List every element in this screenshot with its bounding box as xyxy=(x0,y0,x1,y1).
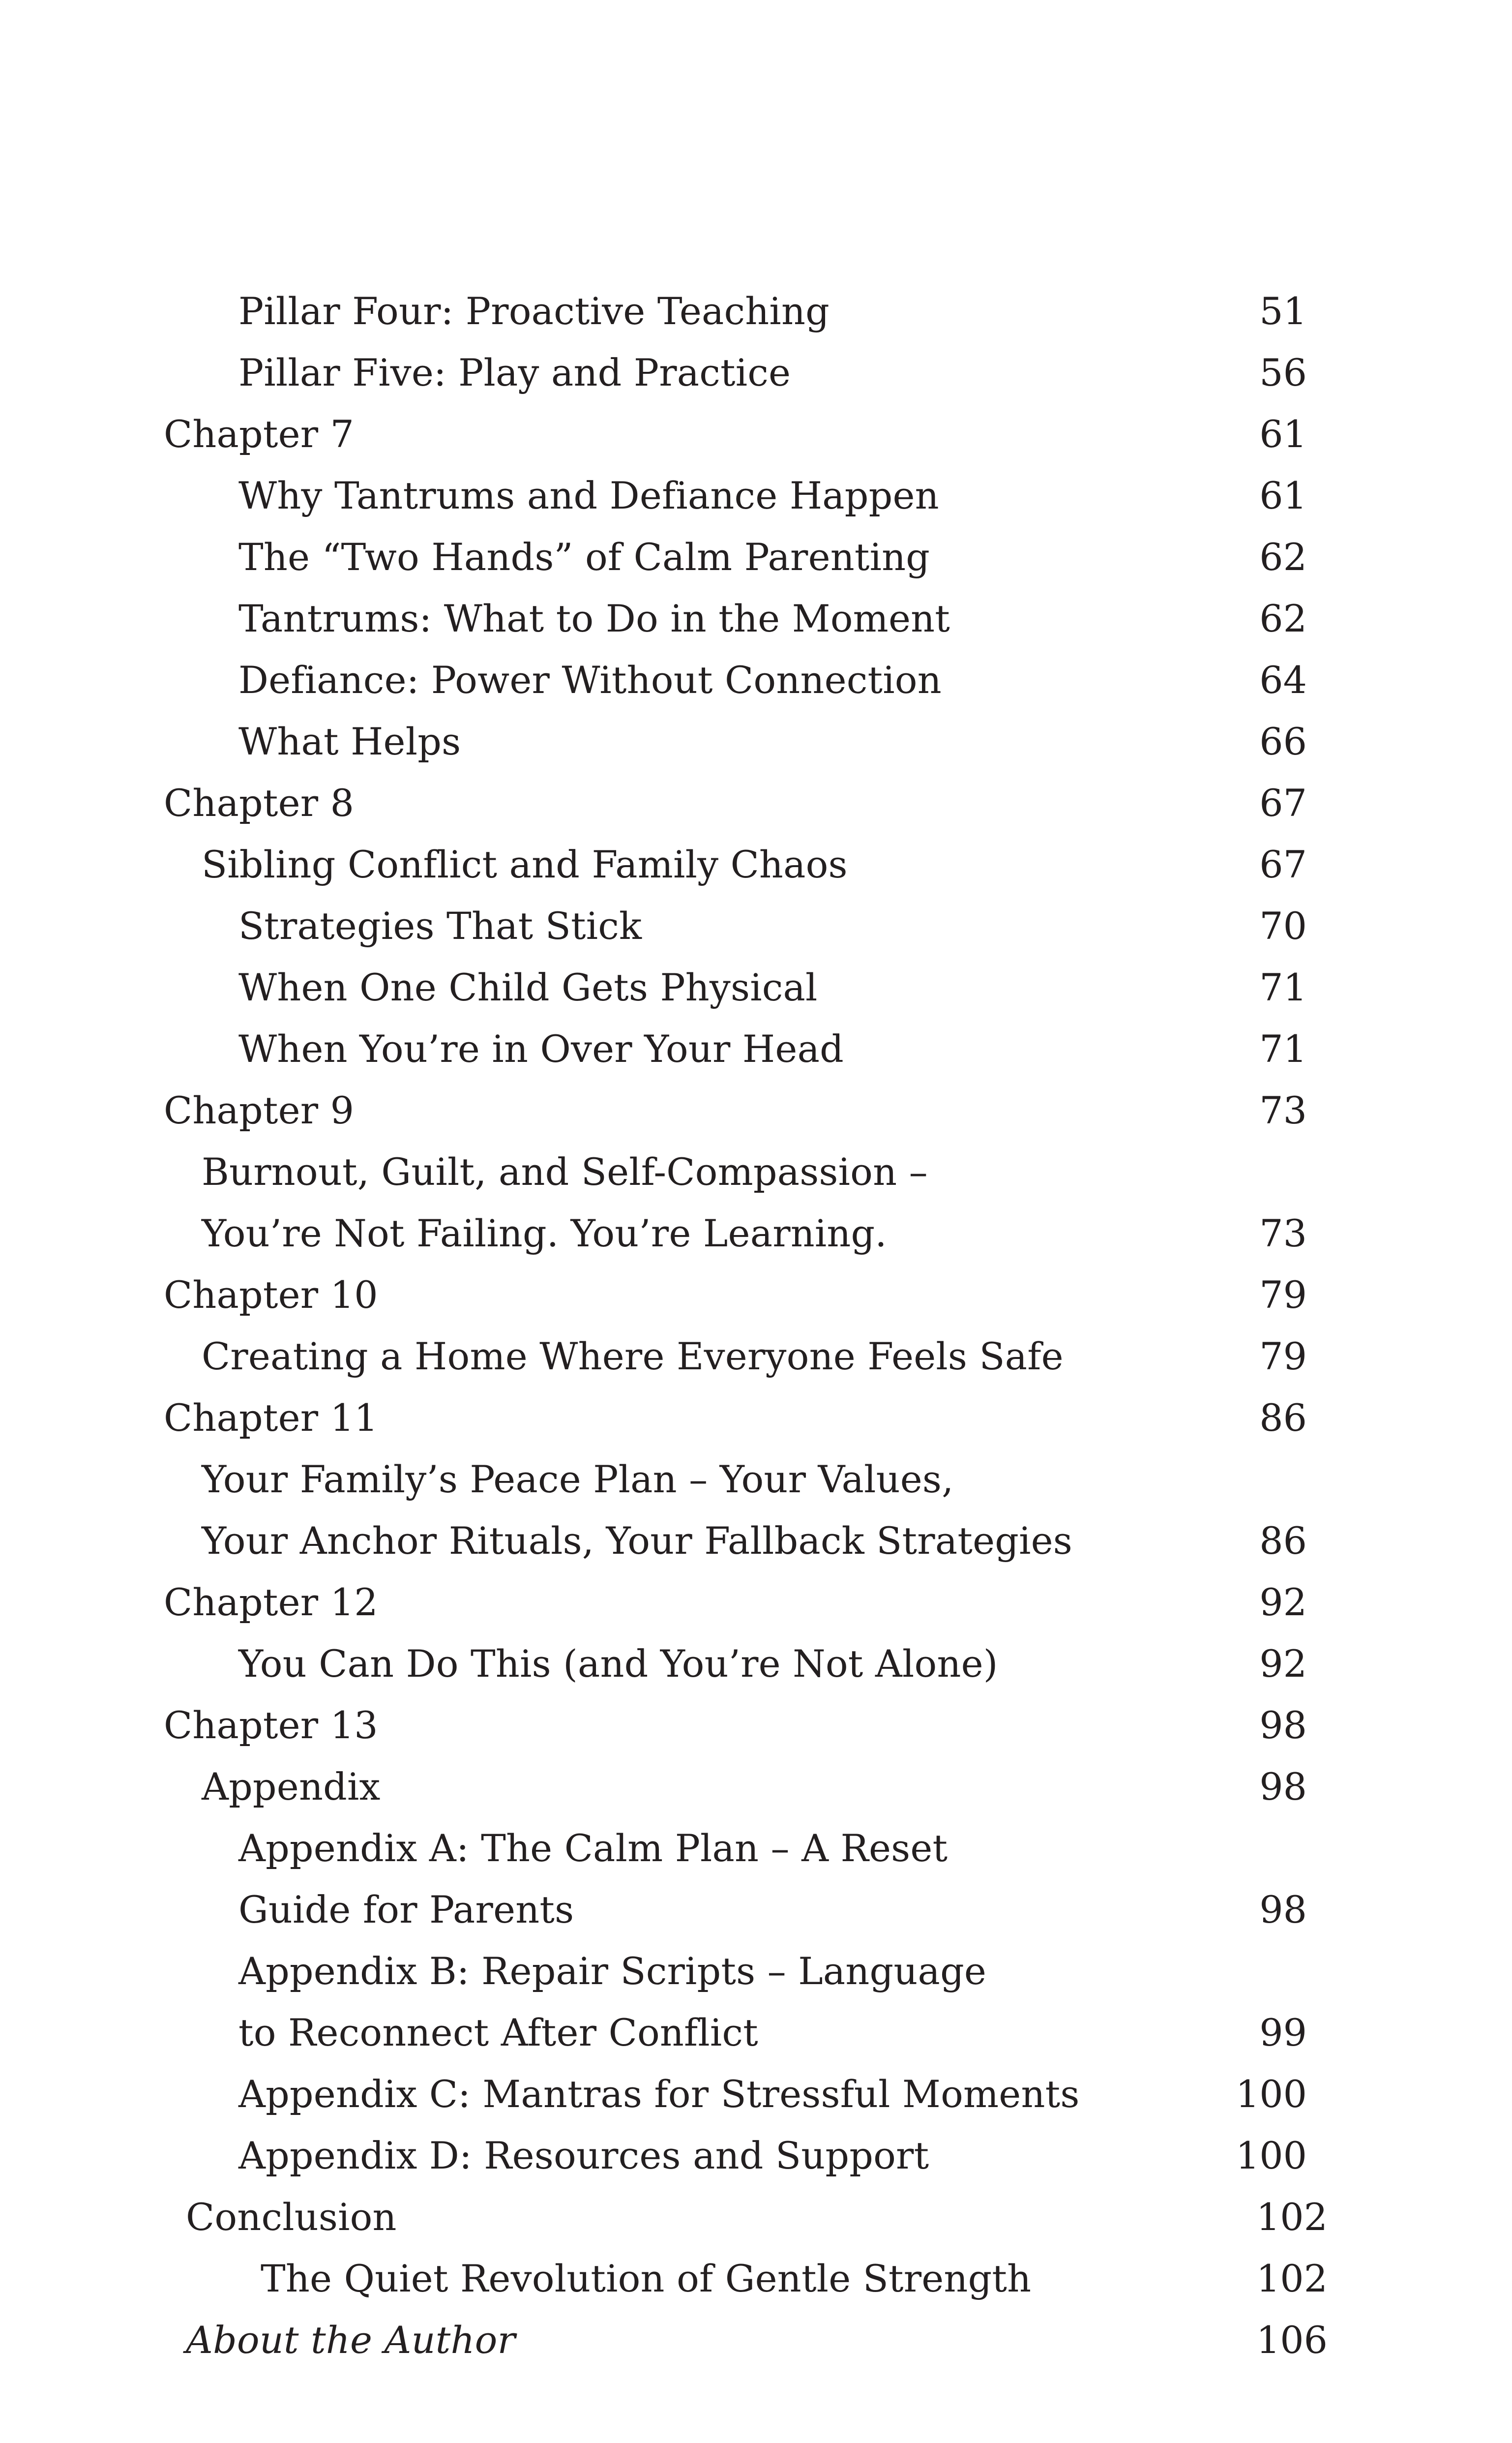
toc-entry-page: 98 xyxy=(1259,1703,1307,1747)
toc-entry-title: Burnout, Guilt, and Self-Compassion – xyxy=(202,1150,928,1194)
toc-entry xyxy=(0,1633,1512,1694)
toc-entry-title: to Reconnect After Conflict xyxy=(238,2011,758,2054)
toc-entry-page: 73 xyxy=(1259,1211,1307,1255)
toc-entry-page: 70 xyxy=(1259,904,1307,948)
toc-entry xyxy=(0,588,1512,649)
toc-entry xyxy=(0,2002,1512,2063)
toc-entry-title: Appendix A: The Calm Plan – A Reset xyxy=(238,1826,948,1870)
toc-entry-page: 62 xyxy=(1259,597,1307,640)
toc-entry-title: Chapter 7 xyxy=(164,412,355,456)
toc-chapter-entry xyxy=(0,1080,1512,1141)
toc-entry-title: Chapter 13 xyxy=(164,1703,378,1747)
toc-entry xyxy=(0,1940,1512,2002)
toc-entry-title: Your Anchor Rituals, Your Fallback Strategies xyxy=(202,1519,1072,1563)
toc-entry xyxy=(0,1817,1512,1879)
toc-entry xyxy=(0,649,1512,711)
toc-entry-title: When One Child Gets Physical xyxy=(238,965,818,1009)
toc-entry-title: Appendix B: Repair Scripts – Language xyxy=(238,1949,987,1993)
toc-entry xyxy=(0,834,1512,895)
toc-entry-page: 98 xyxy=(1259,1765,1307,1809)
toc-entry-page: 61 xyxy=(1259,412,1307,456)
toc-entry-title: You Can Do This (and You’re Not Alone) xyxy=(238,1642,998,1686)
toc-entry xyxy=(0,342,1512,403)
toc-entry xyxy=(0,2248,1512,2309)
toc-entry xyxy=(0,1448,1512,1510)
toc-entry-title: Chapter 10 xyxy=(164,1273,378,1317)
toc-entry-page: 99 xyxy=(1259,2011,1307,2054)
toc-entry-title: Why Tantrums and Defiance Happen xyxy=(238,474,939,517)
toc-entry-title: You’re Not Failing. You’re Learning. xyxy=(202,1211,887,1255)
toc-entry-title: Defiance: Power Without Connection xyxy=(238,658,942,702)
toc-entry-title: Conclusion xyxy=(186,2195,397,2239)
toc-entry-title: About the Author xyxy=(186,2318,516,2362)
toc-entry-page: 61 xyxy=(1259,474,1307,517)
toc-entry xyxy=(0,1756,1512,1817)
toc-entry-title: When You’re in Over Your Head xyxy=(238,1027,844,1071)
toc-entry-title: Chapter 8 xyxy=(164,781,355,825)
toc-entry-page: 102 xyxy=(1256,2195,1328,2239)
toc-entry-page: 56 xyxy=(1259,351,1307,394)
toc-entry-title: Appendix D: Resources and Support xyxy=(238,2134,929,2177)
toc-entry-page: 64 xyxy=(1259,658,1307,702)
toc-entry xyxy=(0,465,1512,526)
toc-entry-page: 102 xyxy=(1256,2257,1328,2300)
toc-entry-page: 51 xyxy=(1259,289,1307,333)
toc-chapter-entry xyxy=(0,1264,1512,1326)
toc-entry-page: 73 xyxy=(1259,1088,1307,1132)
toc-chapter-entry xyxy=(0,1694,1512,1756)
toc-entry xyxy=(0,1203,1512,1264)
toc-entry-page: 86 xyxy=(1259,1519,1307,1563)
toc-entry-title: Creating a Home Where Everyone Feels Safe xyxy=(202,1334,1064,1378)
toc-entry xyxy=(0,2309,1512,2371)
toc-entry-title: Strategies That Stick xyxy=(238,904,642,948)
toc-entry xyxy=(0,895,1512,957)
toc-entry-page: 106 xyxy=(1256,2318,1328,2362)
toc-entry-title: Pillar Four: Proactive Teaching xyxy=(238,289,830,333)
toc-entry-page: 66 xyxy=(1259,720,1307,763)
toc-entry-page: 67 xyxy=(1259,781,1307,825)
toc-entry-title: Pillar Five: Play and Practice xyxy=(238,351,791,394)
toc-entry xyxy=(0,280,1512,342)
toc-chapter-entry xyxy=(0,403,1512,465)
toc-chapter-entry xyxy=(0,1387,1512,1448)
toc-entry xyxy=(0,1018,1512,1080)
toc-entry-page: 92 xyxy=(1259,1580,1307,1624)
toc-entry-page: 100 xyxy=(1235,2134,1307,2177)
toc-entry-title: What Helps xyxy=(238,720,461,763)
toc-chapter-entry xyxy=(0,1571,1512,1633)
toc-entry-page: 71 xyxy=(1259,965,1307,1009)
toc-entry-title: Guide for Parents xyxy=(238,1888,574,1931)
toc-entry-page: 86 xyxy=(1259,1396,1307,1440)
toc-entry-title: Appendix xyxy=(202,1765,381,1809)
toc-entry-page: 79 xyxy=(1259,1334,1307,1378)
toc-entry-page: 71 xyxy=(1259,1027,1307,1071)
toc-entry-title: Appendix C: Mantras for Stressful Moments xyxy=(238,2072,1080,2116)
toc-chapter-entry xyxy=(0,772,1512,834)
toc-entry xyxy=(0,2063,1512,2125)
toc-entry-page: 67 xyxy=(1259,843,1307,886)
toc-entry xyxy=(0,2125,1512,2186)
toc-entry xyxy=(0,711,1512,772)
toc-entry-title: Chapter 9 xyxy=(164,1088,355,1132)
toc-entry-title: The “Two Hands” of Calm Parenting xyxy=(238,535,930,579)
toc-entry xyxy=(0,1326,1512,1387)
toc-entry-page: 62 xyxy=(1259,535,1307,579)
toc-entry xyxy=(0,957,1512,1018)
toc-entry-page: 98 xyxy=(1259,1888,1307,1931)
toc-entry-title: Chapter 12 xyxy=(164,1580,378,1624)
toc-entry xyxy=(0,1141,1512,1203)
toc-entry-title: Chapter 11 xyxy=(164,1396,378,1440)
toc-entry-title: Sibling Conflict and Family Chaos xyxy=(202,843,848,886)
toc-entry xyxy=(0,1510,1512,1571)
toc-entry-title: Tantrums: What to Do in the Moment xyxy=(238,597,950,640)
toc-entry-page: 79 xyxy=(1259,1273,1307,1317)
toc-entry xyxy=(0,1879,1512,1940)
toc-entry-title: Your Family’s Peace Plan – Your Values, xyxy=(202,1457,954,1501)
toc-entry-title: The Quiet Revolution of Gentle Strength xyxy=(261,2257,1032,2300)
toc-entry-page: 100 xyxy=(1235,2072,1307,2116)
toc-entry xyxy=(0,526,1512,588)
toc-entry xyxy=(0,2186,1512,2248)
toc-entry-page: 92 xyxy=(1259,1642,1307,1686)
